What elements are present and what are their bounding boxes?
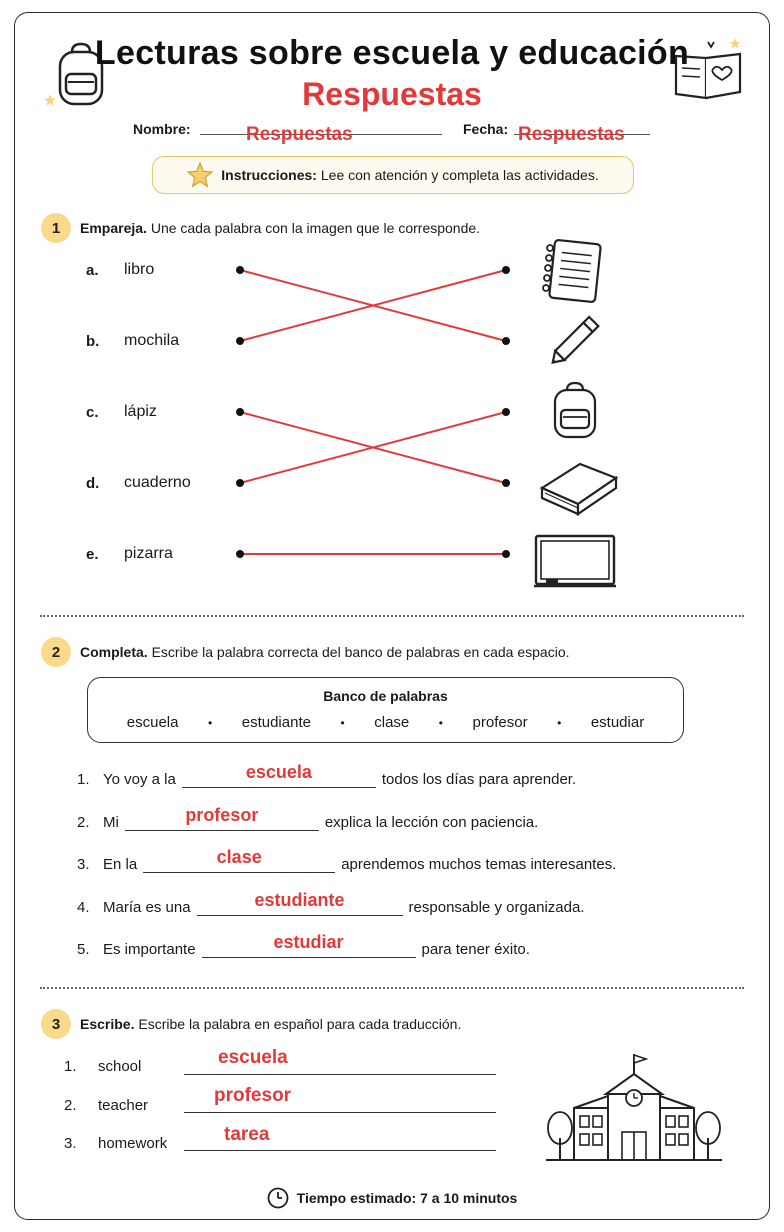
match-word-pizarra: pizarra (124, 545, 173, 562)
bank-word: estudiar (590, 714, 645, 731)
sentence-2 (77, 805, 539, 831)
instructions-text: Lee con atención y completa las actividades. (320, 167, 599, 183)
answer-text: clase (216, 847, 262, 867)
star-icon (187, 162, 213, 188)
match-dot[interactable] (236, 337, 244, 345)
section-3-badge: 3 (41, 1009, 71, 1039)
date-label: Fecha: (463, 121, 509, 137)
bullet: • (438, 715, 443, 730)
instructions-box (152, 156, 634, 194)
bank-word: escuela (126, 714, 179, 731)
sentence-text: Mi (103, 814, 119, 831)
match-dot[interactable] (236, 479, 244, 487)
section-1-heading (80, 220, 480, 236)
sentence-text: En la (103, 856, 138, 873)
sentence-text: aprendemos muchos temas interesantes. (341, 856, 617, 873)
answer-text: profesor (185, 805, 259, 825)
sentence-text: Es importante (103, 941, 196, 958)
bullet: • (208, 715, 213, 730)
matching-lines (230, 260, 520, 565)
section-2-heading (80, 644, 570, 660)
pencil-icon (544, 312, 606, 370)
bank-word: clase (374, 714, 410, 731)
sentence-number: 3. (77, 856, 90, 873)
translation-number: 1. (64, 1058, 77, 1075)
translation-answer-line[interactable] (184, 1112, 496, 1113)
section-1-title: Empareja. (80, 220, 147, 236)
translation-english: teacher (98, 1097, 149, 1114)
section-3-heading (80, 1016, 461, 1032)
translation-answer-line[interactable] (184, 1150, 496, 1151)
sentence-text: María es una (103, 899, 191, 916)
bank-word: estudiante (241, 714, 311, 731)
section-1-instructions: Une cada palabra con la imagen que le corresponde. (150, 220, 481, 236)
answer-text: estudiar (273, 932, 344, 952)
answer-blank[interactable] (182, 762, 376, 788)
sentence-text: Yo voy a la (103, 771, 176, 788)
answer-blank[interactable] (125, 805, 319, 831)
translation-number: 3. (64, 1135, 77, 1152)
match-word-cuaderno: cuaderno (124, 474, 191, 491)
match-dot[interactable] (236, 266, 244, 274)
clock-icon (267, 1187, 289, 1209)
word-bank (87, 677, 684, 743)
section-2-badge: 2 (41, 637, 71, 667)
section-1-badge: 1 (41, 213, 71, 243)
answer-text: escuela (245, 762, 312, 782)
bullet: • (340, 715, 345, 730)
translation-answer: tarea (224, 1124, 270, 1145)
sentence-1 (77, 762, 577, 788)
match-dot[interactable] (236, 550, 244, 558)
match-word-mochila: mochila (124, 332, 180, 349)
match-dot[interactable] (502, 337, 510, 345)
section-3-title: Escribe. (80, 1016, 135, 1032)
name-label: Nombre: (133, 121, 191, 137)
sentence-3 (77, 847, 617, 873)
match-dot[interactable] (502, 266, 510, 274)
section-2-instructions: Escribe la palabra correcta del banco de palabras en cada espacio. (151, 644, 570, 660)
sentence-number: 4. (77, 899, 90, 916)
page-title: Lecturas sobre escuela y educación (94, 34, 690, 72)
date-answer[interactable]: Respuestas (518, 124, 625, 145)
word-bank-title: Banco de palabras (323, 688, 448, 704)
page-subtitle: Respuestas (302, 76, 482, 112)
sentence-number: 5. (77, 941, 90, 958)
backpack-icon (550, 380, 600, 440)
section-3-instructions: Escribe la palabra en español para cada traducción. (138, 1016, 462, 1032)
sentence-4 (77, 890, 585, 916)
match-letter-d: d. (86, 475, 100, 492)
chalkboard-icon (532, 532, 618, 590)
sentence-text: todos los días para aprender. (381, 771, 577, 788)
match-word-lapiz: lápiz (124, 403, 157, 420)
answer-blank[interactable] (143, 847, 335, 873)
translation-answer: profesor (214, 1085, 292, 1106)
match-dot[interactable] (502, 550, 510, 558)
sentence-text: explica la lección con paciencia. (324, 814, 539, 831)
match-letter-c: c. (86, 404, 99, 421)
section-divider (40, 615, 744, 617)
answer-blank[interactable] (197, 890, 403, 916)
match-dot[interactable] (502, 479, 510, 487)
notebook-icon (540, 238, 604, 304)
footer (0, 1187, 784, 1209)
sentence-number: 1. (77, 771, 90, 788)
section-2-title: Completa. (80, 644, 148, 660)
sentence-number: 2. (77, 814, 90, 831)
bullet: • (557, 715, 562, 730)
school-building-icon (544, 1052, 724, 1164)
sentence-text: responsable y organizada. (408, 899, 585, 916)
translation-answer-line[interactable] (184, 1074, 496, 1075)
match-letter-a: a. (86, 262, 99, 279)
book-icon (536, 458, 620, 516)
match-dot[interactable] (236, 408, 244, 416)
word-bank-list (88, 714, 683, 731)
bank-word: profesor (472, 714, 528, 731)
match-letter-b: b. (86, 333, 100, 350)
translation-english: school (98, 1058, 142, 1075)
name-answer[interactable]: Respuestas (246, 124, 353, 145)
answer-text: estudiante (254, 890, 345, 910)
instructions-label: Instrucciones: (221, 167, 317, 183)
answer-blank[interactable] (202, 932, 416, 958)
match-letter-e: e. (86, 546, 99, 563)
match-dot[interactable] (502, 408, 510, 416)
section-divider (40, 987, 744, 989)
translation-english: homework (98, 1135, 168, 1152)
estimated-time: Tiempo estimado: 7 a 10 minutos (296, 1190, 518, 1206)
match-word-libro: libro (124, 261, 155, 278)
translation-number: 2. (64, 1097, 77, 1114)
sentence-5 (77, 932, 530, 958)
sentence-text: para tener éxito. (421, 941, 530, 958)
translation-answer: escuela (218, 1047, 288, 1068)
